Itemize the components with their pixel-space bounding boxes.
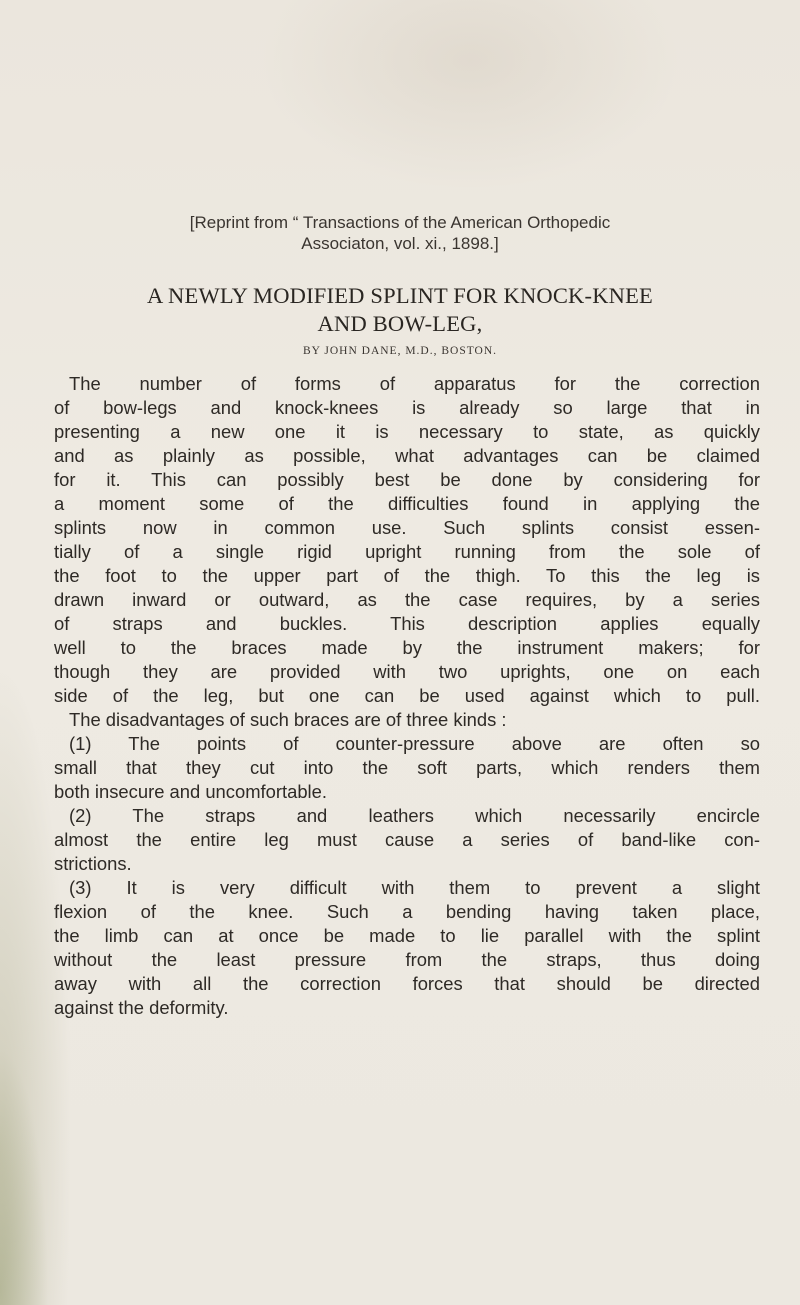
body-line: (1) The points of counter-pressure above are often so bbox=[69, 733, 760, 754]
body-line: splints now in common use. Such splints consist essen- bbox=[54, 517, 760, 538]
body-line: for it. This can possibly best be done by considering for bbox=[54, 469, 760, 490]
body-line: almost the entire leg must cause a series of band-like con- bbox=[54, 829, 760, 850]
body-line: (2) The straps and leathers which necessarily encircle bbox=[69, 805, 760, 826]
body-line: the foot to the upper part of the thigh. To this the leg is bbox=[54, 565, 760, 586]
article-title-line-2: AND BOW-LEG, bbox=[317, 311, 483, 336]
body-line: though they are provided with two uprights, one on each bbox=[54, 661, 760, 682]
article-title-line-1: A NEWLY MODIFIED SPLINT FOR KNOCK-KNEE bbox=[147, 283, 653, 308]
body-line: side of the leg, but one can be used against which to pull. bbox=[54, 685, 760, 706]
article-title bbox=[0, 282, 800, 338]
body-line: The number of forms of apparatus for the correction bbox=[69, 373, 760, 394]
body-line: (3) It is very difficult with them to prevent a slight bbox=[69, 877, 760, 898]
body-line: flexion of the knee. Such a bending having taken place, bbox=[54, 901, 760, 922]
reprint-note-line-2: Associaton, vol. xi., 1898.] bbox=[301, 234, 499, 253]
body-line: and as plainly as possible, what advantages can be claimed bbox=[54, 445, 760, 466]
body-line: the limb can at once be made to lie parallel with the splint bbox=[54, 925, 760, 946]
article-body bbox=[54, 372, 760, 1020]
reprint-note bbox=[0, 212, 800, 254]
body-line: away with all the correction forces that should be directed bbox=[54, 973, 760, 994]
body-line: of bow-legs and knock-knees is already so large that in bbox=[54, 397, 760, 418]
author-byline: BY JOHN DANE, M.D., BOSTON. bbox=[302, 345, 498, 357]
body-line: well to the braces made by the instrument makers; for bbox=[54, 637, 760, 658]
body-line: a moment some of the difficulties found in applying the bbox=[54, 493, 760, 514]
body-line: strictions. bbox=[54, 853, 132, 874]
body-line: without the least pressure from the straps, thus doing bbox=[54, 949, 760, 970]
body-line: presenting a new one it is necessary to state, as quickly bbox=[54, 421, 760, 442]
body-line: drawn inward or outward, as the case requires, by a series bbox=[54, 589, 760, 610]
body-line: The disadvantages of such braces are of three kinds : bbox=[69, 709, 507, 730]
body-line: small that they cut into the soft parts, which renders them bbox=[54, 757, 760, 778]
body-line: tially of a single rigid upright running from the sole of bbox=[54, 541, 760, 562]
body-line: of straps and buckles. This description applies equally bbox=[54, 613, 760, 634]
body-line: both insecure and uncomfortable. bbox=[54, 781, 327, 802]
body-line: against the deformity. bbox=[54, 997, 229, 1018]
reprint-note-line-1: [Reprint from “ Transactions of the American Orthopedic bbox=[189, 213, 611, 232]
